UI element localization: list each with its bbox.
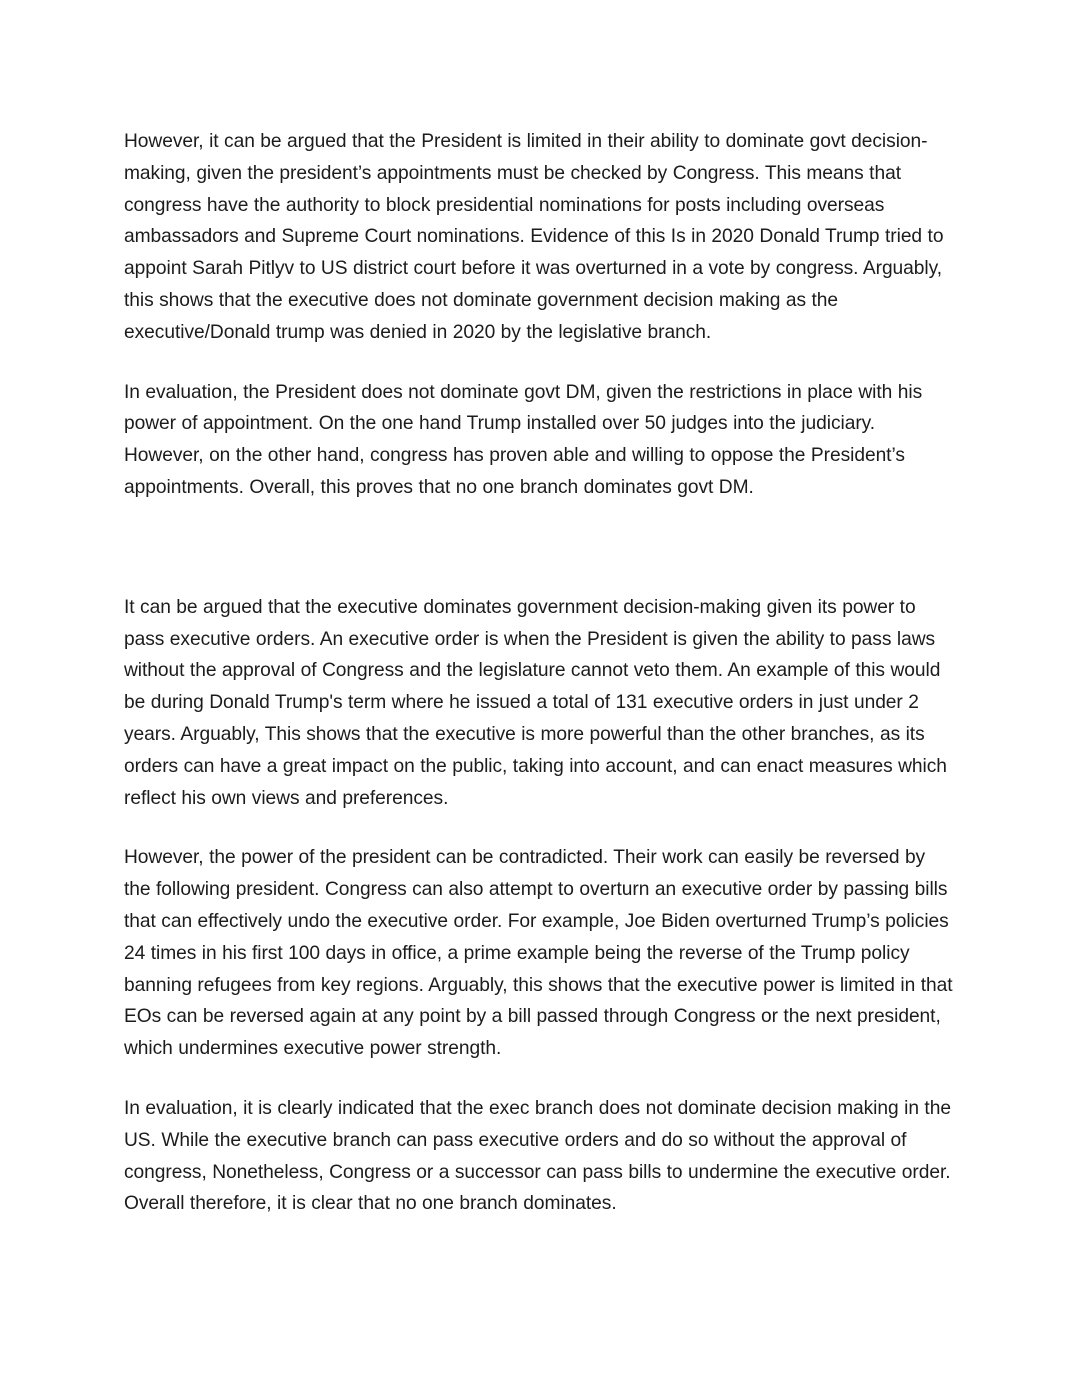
- paragraph-2: In evaluation, the President does not dominate govt DM, given the restrictions in place with his power of appointment. On the one hand Trump installed over 50 judges into the judiciary. However, on the other hand, congress has proven able and willing to oppose the President’s appointments. Overall, this proves that no one branch dominates govt DM.: [124, 381, 923, 498]
- paragraph-1: However, it can be argued that the President is limited in their ability to dominate govt decision-making, given the president’s appointments must be checked by Congress. This means that congress have the authority to block presidential nominations for posts including overseas ambassadors and Supreme Court nominations. Evidence of this Is in 2020 Donald Trump tried to appoint Sarah Pitlyv to US district court before it was overturned in a vote by congress. Arguably, this shows that the executive does not dominate government decision making as the executive/Donald trump was denied in 2020 by the legislative branch.: [124, 131, 944, 343]
- paragraph-4: However, the power of the president can be contradicted. Their work can easily be reversed by the following president. Congress can also attempt to overturn an executive order by passing bills that can effectively undo the executive order. For example, Joe Biden overturned Trump’s policies 24 times in his first 100 days in office, a prime example being the reverse of the Trump policy banning refugees from key regions. Arguably, this shows that the executive power is limited in that EOs can be reversed again at any point by a bill passed through Congress or the next president, which undermines executive power strength.: [124, 847, 953, 1060]
- paragraph-5: In evaluation, it is clearly indicated that the exec branch does not dominate decision making in the US. While the executive branch can pass executive orders and do so without the approval of congress, Nonetheless, Congress or a successor can pass bills to undermine the executive order. Overall therefore, it is clear that no one branch dominates.: [124, 1097, 951, 1215]
- paragraph-3: It can be argued that the executive dominates government decision-making given its power to pass executive orders. An executive order is when the President is given the ability to pass laws without the approval of Congress and the legislature cannot veto them. An example of this would be during Donald Trump's term where he issued a total of 131 executive orders in just under 2 years. Arguably, This shows that the executive is more powerful than the other branches, as its orders can have a great impact on the public, taking into account, and can enact measures which reflect his own views and preferences.: [124, 596, 947, 809]
- document-text-body: [124, 126, 954, 1220]
